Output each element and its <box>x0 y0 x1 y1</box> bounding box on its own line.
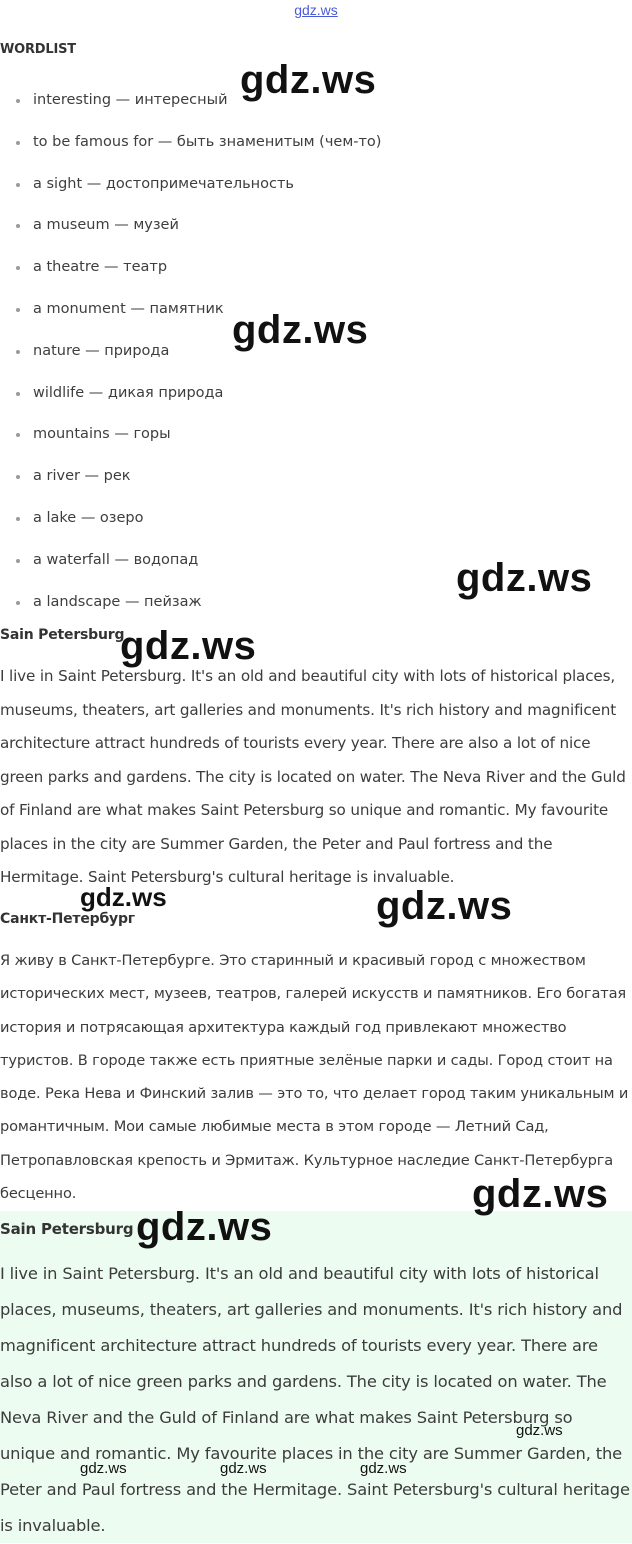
section-ru-title: Санкт-Петербург <box>0 911 135 927</box>
list-item <box>0 456 632 498</box>
bullet-icon <box>16 224 20 228</box>
list-item-text: a lake — озеро <box>33 509 144 526</box>
site-link[interactable]: gdz.ws <box>294 2 338 18</box>
list-item-text: a landscape — пейзаж <box>33 593 202 610</box>
list-item <box>0 164 632 206</box>
list-item <box>0 414 632 456</box>
watermark: gdz.ws <box>232 308 369 352</box>
section-en-text: I live in Saint Petersburg. It's an old and beautiful city with lots of historical places, museums, theaters, art galleries and monuments. It's rich history and magnificent architecture attract hundreds of tourists every year. There are also a lot of nice green parks and gardens. The city is located on water. The Neva River and the Guld of Finland are what makes Saint Petersburg so unique and romantic. My favourite places in the city are Summer Garden, the Peter and Paul fortress and the Hermitage. Saint Petersburg's cultural heritage is invaluable. <box>0 667 626 886</box>
watermark: gdz.ws <box>80 1460 127 1477</box>
bullet-icon <box>16 141 20 145</box>
list-item-text: mountains — горы <box>33 426 171 443</box>
section-en-title: Sain Petersburg <box>0 627 125 643</box>
list-item-text: a sight — достопримечательность <box>33 175 294 192</box>
bullet-icon <box>16 266 20 270</box>
watermark: gdz.ws <box>80 882 167 912</box>
watermark: gdz.ws <box>120 624 257 668</box>
list-item-text: interesting — интересный <box>33 92 228 108</box>
bullet-icon <box>16 308 20 312</box>
section-highlight-text: I live in Saint Petersburg. It's an old and beautiful city with lots of historical places, museums, theaters, art galleries and monuments. It's rich history and magnificent architecture attract hundreds of tourists every year. There are also a lot of nice green parks and gardens. The city is located on water. The Neva River and the Guld of Finland are what makes Saint Petersburg so unique and romantic. My favourite places in the city are Summer Garden, the Peter and Paul fortress and the Hermitage. Saint Petersburg's cultural heritage is invaluable. <box>0 1264 630 1535</box>
watermark: gdz.ws <box>472 1172 609 1216</box>
list-item-text: a river — рек <box>33 468 131 485</box>
list-item <box>0 247 632 289</box>
section-highlight-title: Sain Petersburg <box>0 1220 134 1238</box>
wordlist-title: WORDLIST <box>0 42 76 57</box>
list-item-text: to be famous for — быть знаменитым (чем-то) <box>33 133 382 150</box>
bullet-icon <box>16 559 20 563</box>
watermark: gdz.ws <box>376 884 513 928</box>
list-item-text: a theatre — театр <box>33 259 168 276</box>
watermark: gdz.ws <box>136 1205 273 1249</box>
bullet-icon <box>16 601 20 605</box>
section-ru-text: Я живу в Санкт-Петербурге. Это старинный и красивый город с множеством исторических мест, музеев, театров, галерей искусств и памятников. Его богатая история и потрясающая архитектура каждый год привлекают множество туристов. В городе также есть приятные зелёные парки и сады. Город стоит на воде. Река Нева и Финский залив — это то, что делает город таким уникальным и романтичным. Мои самые любимые места в этом городе — Летний Сад, Петропавловская крепость и Эрмитаж. Культурное наследие Санкт-Петербурга бесценно. <box>0 952 629 1203</box>
bullet-icon <box>16 99 20 103</box>
bullet-icon <box>16 350 20 354</box>
list-item <box>0 498 632 540</box>
watermark: gdz.ws <box>220 1460 267 1477</box>
list-item <box>0 373 632 415</box>
bullet-icon <box>16 475 20 479</box>
list-item <box>0 122 632 164</box>
bullet-icon <box>16 183 20 187</box>
list-item <box>0 205 632 247</box>
bullet-icon <box>16 433 20 437</box>
watermark: gdz.ws <box>456 556 593 600</box>
list-item-text: wildlife — дикая природа <box>33 384 224 401</box>
list-item-text: nature — природа <box>33 342 170 359</box>
list-item-text: a monument — памятник <box>33 300 224 317</box>
list-item-text: a museum — музей <box>33 217 179 234</box>
bullet-icon <box>16 392 20 396</box>
watermark: gdz.ws <box>240 58 377 102</box>
list-item-text: a waterfall — водопад <box>33 551 199 568</box>
watermark: gdz.ws <box>360 1460 407 1477</box>
watermark: gdz.ws <box>516 1422 563 1439</box>
bullet-icon <box>16 517 20 521</box>
